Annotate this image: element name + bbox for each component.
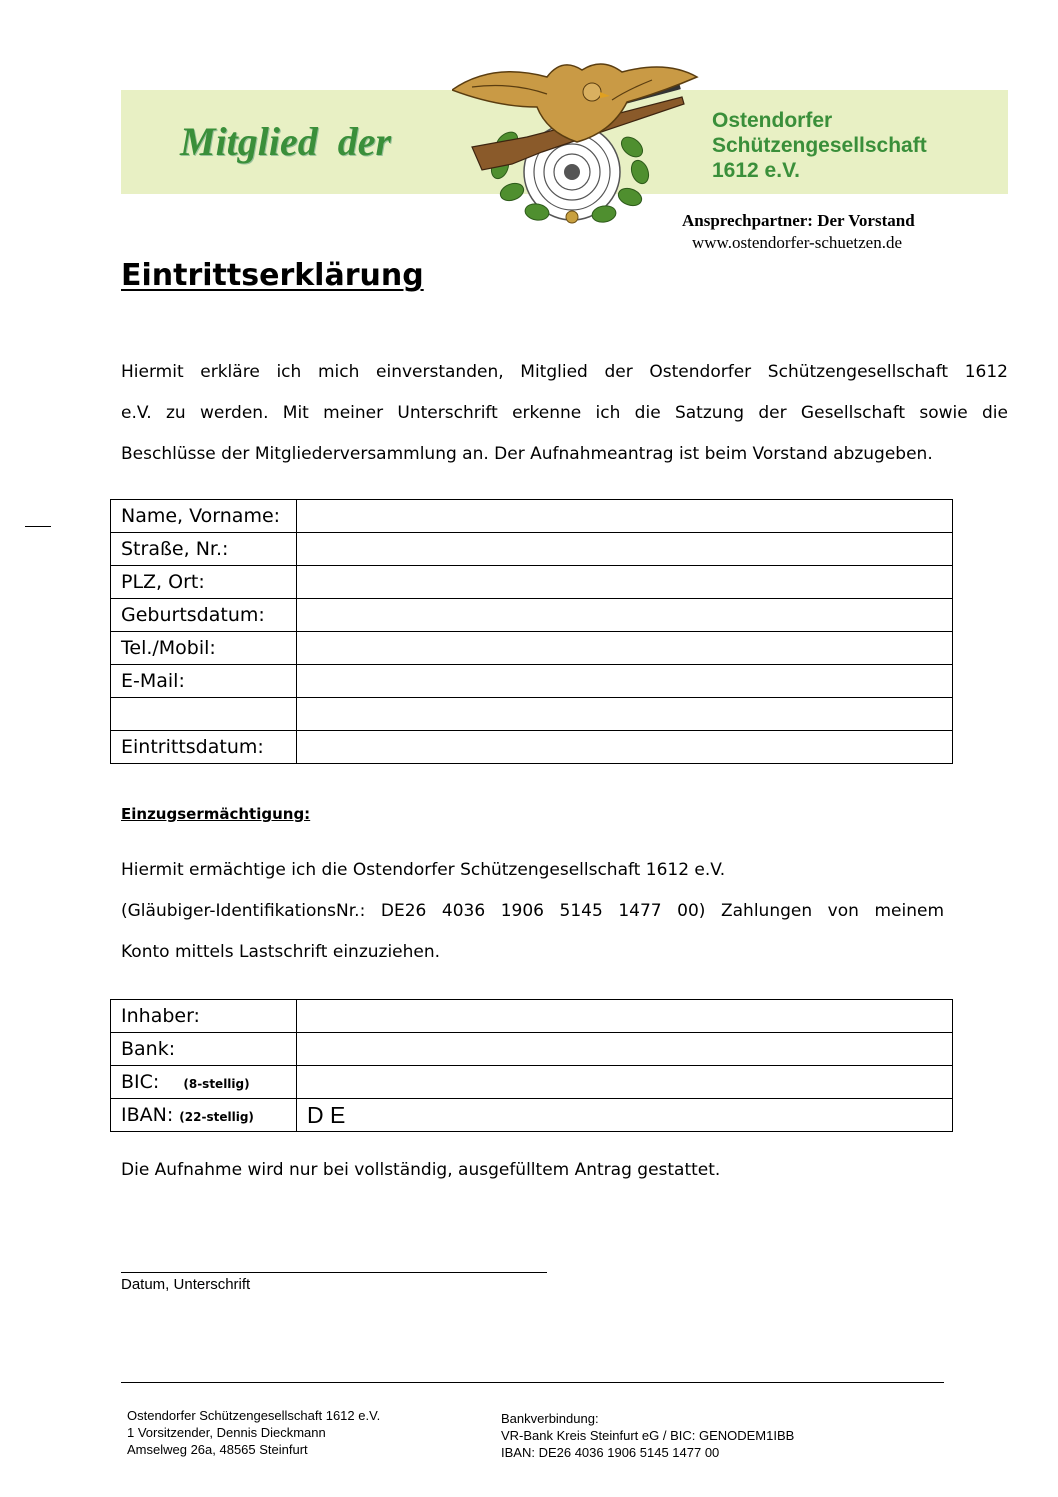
field-label: IBAN: — [121, 1104, 174, 1126]
footer-line: VR-Bank Kreis Steinfurt eG / BIC: GENODEM1IBB — [501, 1428, 795, 1443]
field-label: Straße, Nr.: — [111, 533, 297, 566]
sepa-paragraph — [121, 850, 944, 973]
form-row — [111, 599, 953, 632]
extra-field[interactable] — [297, 698, 953, 731]
field-label — [111, 698, 297, 731]
phone-field[interactable] — [297, 632, 953, 665]
street-field[interactable] — [297, 533, 953, 566]
intro-line: Beschlüsse der Mitgliederversammlung an. Der Aufnahmeantrag ist beim Vorstand abzugeben. — [121, 444, 933, 464]
sepa-line: Hiermit ermächtige ich die Ostendorfer Schützengesellschaft 1612 e.V. — [121, 860, 726, 880]
name-field[interactable] — [297, 500, 953, 533]
member-form-table — [110, 499, 953, 764]
field-label: Inhaber: — [111, 1000, 297, 1033]
entry-date-field[interactable] — [297, 731, 953, 764]
field-label: Geburtsdatum: — [111, 599, 297, 632]
field-label: BIC: — [121, 1071, 160, 1093]
form-row — [111, 1000, 953, 1033]
form-row — [111, 566, 953, 599]
form-row — [111, 1099, 953, 1132]
field-label: Bank: — [111, 1033, 297, 1066]
bank-form-table — [110, 999, 953, 1132]
completion-note: Die Aufnahme wird nur bei vollständig, ausgefülltem Antrag gestattet. — [121, 1160, 721, 1180]
bic-field[interactable] — [297, 1066, 953, 1099]
bank-name-field[interactable] — [297, 1033, 953, 1066]
field-hint: (8-stellig) — [183, 1077, 250, 1091]
field-label: Tel./Mobil: — [111, 632, 297, 665]
footer-divider — [121, 1382, 944, 1383]
field-label: Name, Vorname: — [111, 500, 297, 533]
website-link[interactable]: www.ostendorfer-schuetzen.de — [692, 233, 903, 252]
field-label: PLZ, Ort: — [111, 566, 297, 599]
footer-line: IBAN: DE26 4036 1906 5145 1477 00 — [501, 1445, 720, 1460]
field-label: Eintrittsdatum: — [111, 731, 297, 764]
intro-paragraph — [121, 352, 1008, 475]
city-field[interactable] — [297, 566, 953, 599]
iban-label-cell — [111, 1099, 297, 1132]
form-row — [111, 500, 953, 533]
signature-line[interactable] — [121, 1272, 547, 1273]
footer-address — [127, 1407, 380, 1458]
form-row — [111, 1066, 953, 1099]
field-hint: (22-stellig) — [179, 1110, 254, 1124]
sepa-line: (Gläubiger-IdentifikationsNr.: DE26 4036 1906 5145 1477 00) Zahlungen von meinem — [121, 901, 944, 921]
signature-label: Datum, Unterschrift — [121, 1276, 251, 1293]
eagle-target-emblem-icon — [452, 52, 702, 227]
form-row — [111, 731, 953, 764]
contact-person: Ansprechpartner: Der Vorstand — [682, 211, 915, 230]
field-label: E-Mail: — [111, 665, 297, 698]
form-row — [111, 665, 953, 698]
footer-line: Bankverbindung: — [501, 1411, 599, 1426]
footer-line: 1 Vorsitzender, Dennis Dieckmann — [127, 1425, 326, 1440]
page-title: Eintrittserklärung — [121, 258, 424, 293]
footer-line: Ostendorfer Schützengesellschaft 1612 e.V. — [127, 1408, 381, 1423]
iban-field[interactable]: D E — [297, 1099, 953, 1132]
margin-mark — [25, 526, 51, 527]
form-row — [111, 632, 953, 665]
intro-line: e.V. zu werden. Mit meiner Unterschrift erkenne ich die Satzung der Gesellschaft sowie die — [121, 403, 1008, 423]
intro-line: Hiermit erkläre ich mich einverstanden, Mitglied der Ostendorfer Schützengesellschaft 1612 — [121, 362, 1008, 382]
banner-title-left: Mitglied der — [180, 119, 392, 164]
account-holder-field[interactable] — [297, 1000, 953, 1033]
footer-line: Amselweg 26a, 48565 Steinfurt — [127, 1442, 308, 1457]
banner-line: Schützengesellschaft — [712, 134, 927, 157]
banner-line: Ostendorfer — [712, 109, 833, 132]
footer-bank — [501, 1410, 794, 1461]
sepa-line: Konto mittels Lastschrift einzuziehen. — [121, 942, 441, 962]
banner-title-right — [712, 108, 927, 183]
email-field[interactable] — [297, 665, 953, 698]
banner-line: 1612 e.V. — [712, 159, 800, 182]
form-row — [111, 533, 953, 566]
bic-label-cell — [111, 1066, 297, 1099]
form-row — [111, 698, 953, 731]
sepa-heading: Einzugsermächtigung: — [121, 805, 311, 823]
form-row — [111, 1033, 953, 1066]
birthdate-field[interactable] — [297, 599, 953, 632]
contact-info — [682, 210, 915, 254]
